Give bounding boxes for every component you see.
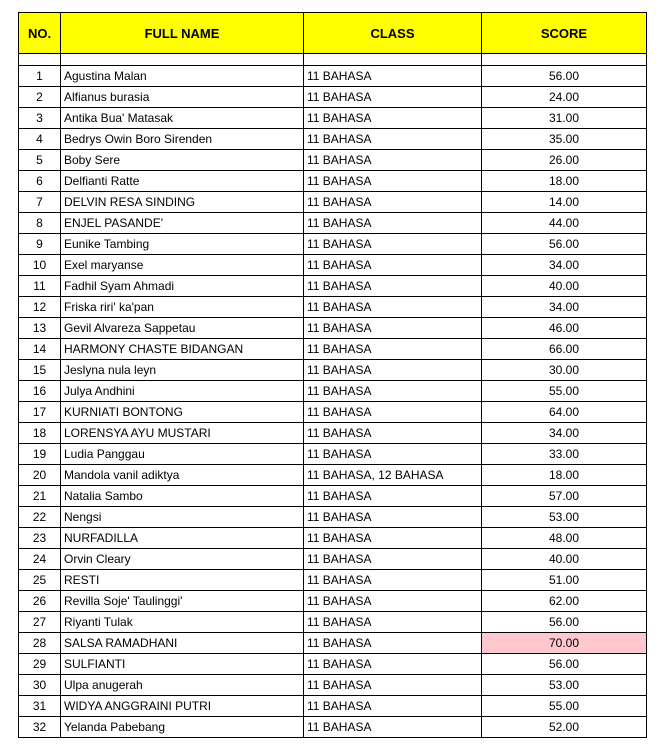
table-row xyxy=(19,633,647,654)
score-cell[interactable]: 56.00 xyxy=(482,234,647,255)
score-cell[interactable]: 18.00 xyxy=(482,171,647,192)
row-number-cell[interactable]: 26 xyxy=(19,591,61,612)
table-row xyxy=(19,423,647,444)
row-number-cell[interactable]: 9 xyxy=(19,234,61,255)
full-name-cell[interactable]: ENJEL PASANDE' xyxy=(61,213,304,234)
score-cell[interactable]: 70.00 xyxy=(482,633,647,654)
score-cell[interactable]: 52.00 xyxy=(482,717,647,738)
table-row xyxy=(19,234,647,255)
class-cell[interactable]: 11 BAHASA xyxy=(304,696,482,717)
header-score[interactable]: SCORE xyxy=(482,13,647,54)
spacer-cell xyxy=(304,54,482,66)
row-number-cell[interactable]: 7 xyxy=(19,192,61,213)
full-name-cell[interactable]: Ulpa anugerah xyxy=(61,675,304,696)
score-cell[interactable]: 26.00 xyxy=(482,150,647,171)
class-cell[interactable]: 11 BAHASA xyxy=(304,297,482,318)
full-name-cell[interactable]: Orvin Cleary xyxy=(61,549,304,570)
class-cell[interactable]: 11 BAHASA xyxy=(304,87,482,108)
row-number-cell[interactable]: 32 xyxy=(19,717,61,738)
score-cell[interactable]: 56.00 xyxy=(482,654,647,675)
header-class[interactable]: CLASS xyxy=(304,13,482,54)
row-number-cell[interactable]: 24 xyxy=(19,549,61,570)
table-row xyxy=(19,654,647,675)
row-number-cell[interactable]: 21 xyxy=(19,486,61,507)
score-cell[interactable]: 33.00 xyxy=(482,444,647,465)
class-cell[interactable]: 11 BAHASA xyxy=(304,507,482,528)
row-number-cell[interactable]: 19 xyxy=(19,444,61,465)
class-cell[interactable]: 11 BAHASA xyxy=(304,381,482,402)
score-cell[interactable]: 53.00 xyxy=(482,507,647,528)
full-name-cell[interactable]: Natalia Sambo xyxy=(61,486,304,507)
class-cell[interactable]: 11 BAHASA xyxy=(304,591,482,612)
table-body xyxy=(19,54,647,738)
score-cell[interactable]: 51.00 xyxy=(482,570,647,591)
table-row xyxy=(19,612,647,633)
class-cell[interactable]: 11 BAHASA xyxy=(304,318,482,339)
full-name-cell[interactable]: HARMONY CHASTE BIDANGAN xyxy=(61,339,304,360)
class-cell[interactable]: 11 BAHASA xyxy=(304,192,482,213)
full-name-cell[interactable]: Jeslyna nula leyn xyxy=(61,360,304,381)
class-cell[interactable]: 11 BAHASA xyxy=(304,150,482,171)
full-name-cell[interactable]: Delfianti Ratte xyxy=(61,171,304,192)
table-row xyxy=(19,213,647,234)
table-row xyxy=(19,255,647,276)
full-name-cell[interactable]: RESTI xyxy=(61,570,304,591)
row-number-cell[interactable]: 30 xyxy=(19,675,61,696)
table-row xyxy=(19,129,647,150)
row-number-cell[interactable]: 8 xyxy=(19,213,61,234)
table-row xyxy=(19,444,647,465)
score-cell[interactable]: 34.00 xyxy=(482,423,647,444)
score-cell[interactable]: 55.00 xyxy=(482,381,647,402)
table-row xyxy=(19,87,647,108)
full-name-cell[interactable]: Exel maryanse xyxy=(61,255,304,276)
full-name-cell[interactable]: LORENSYA AYU MUSTARI xyxy=(61,423,304,444)
row-number-cell[interactable]: 22 xyxy=(19,507,61,528)
spacer-row xyxy=(19,54,647,66)
full-name-cell[interactable]: Riyanti Tulak xyxy=(61,612,304,633)
full-name-cell[interactable]: Nengsi xyxy=(61,507,304,528)
header-no[interactable]: NO. xyxy=(19,13,61,54)
full-name-cell[interactable]: Mandola vanil adiktya xyxy=(61,465,304,486)
header-row xyxy=(19,13,647,54)
full-name-cell[interactable]: Julya Andhini xyxy=(61,381,304,402)
class-cell[interactable]: 11 BAHASA xyxy=(304,360,482,381)
table-row xyxy=(19,465,647,486)
full-name-cell[interactable]: SULFIANTI xyxy=(61,654,304,675)
score-cell[interactable]: 46.00 xyxy=(482,318,647,339)
class-cell[interactable]: 11 BAHASA xyxy=(304,108,482,129)
score-cell[interactable]: 66.00 xyxy=(482,339,647,360)
score-cell[interactable]: 55.00 xyxy=(482,696,647,717)
table-row xyxy=(19,339,647,360)
class-cell[interactable]: 11 BAHASA xyxy=(304,234,482,255)
class-cell[interactable]: 11 BAHASA xyxy=(304,339,482,360)
full-name-cell[interactable]: Revilla Soje' Taulinggi' xyxy=(61,591,304,612)
score-table-container xyxy=(18,12,646,738)
row-number-cell[interactable]: 28 xyxy=(19,633,61,654)
table-row xyxy=(19,528,647,549)
spacer-cell xyxy=(19,54,61,66)
row-number-cell[interactable]: 6 xyxy=(19,171,61,192)
score-cell[interactable]: 24.00 xyxy=(482,87,647,108)
row-number-cell[interactable]: 13 xyxy=(19,318,61,339)
table-row xyxy=(19,675,647,696)
table-row xyxy=(19,570,647,591)
score-table xyxy=(18,12,647,738)
row-number-cell[interactable]: 10 xyxy=(19,255,61,276)
class-cell[interactable]: 11 BAHASA xyxy=(304,549,482,570)
score-cell[interactable]: 40.00 xyxy=(482,549,647,570)
table-row xyxy=(19,108,647,129)
class-cell[interactable]: 11 BAHASA xyxy=(304,423,482,444)
full-name-cell[interactable]: KURNIATI BONTONG xyxy=(61,402,304,423)
row-number-cell[interactable]: 1 xyxy=(19,66,61,87)
class-cell[interactable]: 11 BAHASA xyxy=(304,444,482,465)
row-number-cell[interactable]: 20 xyxy=(19,465,61,486)
class-cell[interactable]: 11 BAHASA xyxy=(304,402,482,423)
score-cell[interactable]: 34.00 xyxy=(482,297,647,318)
class-cell[interactable]: 11 BAHASA xyxy=(304,486,482,507)
class-cell[interactable]: 11 BAHASA, 12 BAHASA xyxy=(304,465,482,486)
full-name-cell[interactable]: Eunike Tambing xyxy=(61,234,304,255)
score-cell[interactable]: 18.00 xyxy=(482,465,647,486)
full-name-cell[interactable]: Alfianus burasia xyxy=(61,87,304,108)
score-cell[interactable]: 35.00 xyxy=(482,129,647,150)
row-number-cell[interactable]: 14 xyxy=(19,339,61,360)
row-number-cell[interactable]: 2 xyxy=(19,87,61,108)
score-cell[interactable]: 30.00 xyxy=(482,360,647,381)
full-name-cell[interactable]: Agustina Malan xyxy=(61,66,304,87)
header-full-name[interactable]: FULL NAME xyxy=(61,13,304,54)
row-number-cell[interactable]: 25 xyxy=(19,570,61,591)
score-cell[interactable]: 31.00 xyxy=(482,108,647,129)
full-name-cell[interactable]: DELVIN RESA SINDING xyxy=(61,192,304,213)
full-name-cell[interactable]: Bedrys Owin Boro Sirenden xyxy=(61,129,304,150)
table-row xyxy=(19,402,647,423)
score-cell[interactable]: 34.00 xyxy=(482,255,647,276)
row-number-cell[interactable]: 11 xyxy=(19,276,61,297)
class-cell[interactable]: 11 BAHASA xyxy=(304,66,482,87)
score-cell[interactable]: 62.00 xyxy=(482,591,647,612)
class-cell[interactable]: 11 BAHASA xyxy=(304,717,482,738)
full-name-cell[interactable]: Ludia Panggau xyxy=(61,444,304,465)
row-number-cell[interactable]: 5 xyxy=(19,150,61,171)
table-row xyxy=(19,66,647,87)
class-cell[interactable]: 11 BAHASA xyxy=(304,129,482,150)
class-cell[interactable]: 11 BAHASA xyxy=(304,528,482,549)
row-number-cell[interactable]: 31 xyxy=(19,696,61,717)
row-number-cell[interactable]: 27 xyxy=(19,612,61,633)
score-cell[interactable]: 56.00 xyxy=(482,66,647,87)
table-row xyxy=(19,381,647,402)
row-number-cell[interactable]: 17 xyxy=(19,402,61,423)
class-cell[interactable]: 11 BAHASA xyxy=(304,633,482,654)
score-cell[interactable]: 56.00 xyxy=(482,612,647,633)
table-row xyxy=(19,276,647,297)
table-row xyxy=(19,717,647,738)
row-number-cell[interactable]: 18 xyxy=(19,423,61,444)
row-number-cell[interactable]: 16 xyxy=(19,381,61,402)
full-name-cell[interactable]: NURFADILLA xyxy=(61,528,304,549)
table-row xyxy=(19,360,647,381)
row-number-cell[interactable]: 4 xyxy=(19,129,61,150)
class-cell[interactable]: 11 BAHASA xyxy=(304,213,482,234)
score-cell[interactable]: 64.00 xyxy=(482,402,647,423)
table-row xyxy=(19,297,647,318)
class-cell[interactable]: 11 BAHASA xyxy=(304,612,482,633)
table-row xyxy=(19,696,647,717)
full-name-cell[interactable]: Friska riri' ka'pan xyxy=(61,297,304,318)
score-cell[interactable]: 44.00 xyxy=(482,213,647,234)
full-name-cell[interactable]: SALSA RAMADHANI xyxy=(61,633,304,654)
score-cell[interactable]: 40.00 xyxy=(482,276,647,297)
score-cell[interactable]: 48.00 xyxy=(482,528,647,549)
table-row xyxy=(19,150,647,171)
row-number-cell[interactable]: 12 xyxy=(19,297,61,318)
spacer-cell xyxy=(61,54,304,66)
row-number-cell[interactable]: 23 xyxy=(19,528,61,549)
score-cell[interactable]: 53.00 xyxy=(482,675,647,696)
spacer-cell xyxy=(482,54,647,66)
table-row xyxy=(19,507,647,528)
row-number-cell[interactable]: 15 xyxy=(19,360,61,381)
class-cell[interactable]: 11 BAHASA xyxy=(304,654,482,675)
full-name-cell[interactable]: Antika Bua' Matasak xyxy=(61,108,304,129)
row-number-cell[interactable]: 3 xyxy=(19,108,61,129)
table-row xyxy=(19,549,647,570)
table-row xyxy=(19,591,647,612)
full-name-cell[interactable]: Fadhil Syam Ahmadi xyxy=(61,276,304,297)
class-cell[interactable]: 11 BAHASA xyxy=(304,171,482,192)
class-cell[interactable]: 11 BAHASA xyxy=(304,570,482,591)
table-row xyxy=(19,171,647,192)
row-number-cell[interactable]: 29 xyxy=(19,654,61,675)
full-name-cell[interactable]: Yelanda Pabebang xyxy=(61,717,304,738)
full-name-cell[interactable]: WIDYA ANGGRAINI PUTRI xyxy=(61,696,304,717)
table-row xyxy=(19,192,647,213)
full-name-cell[interactable]: Boby Sere xyxy=(61,150,304,171)
class-cell[interactable]: 11 BAHASA xyxy=(304,675,482,696)
score-cell[interactable]: 57.00 xyxy=(482,486,647,507)
class-cell[interactable]: 11 BAHASA xyxy=(304,255,482,276)
table-row xyxy=(19,486,647,507)
score-cell[interactable]: 14.00 xyxy=(482,192,647,213)
class-cell[interactable]: 11 BAHASA xyxy=(304,276,482,297)
table-row xyxy=(19,318,647,339)
full-name-cell[interactable]: Gevil Alvareza Sappetau xyxy=(61,318,304,339)
